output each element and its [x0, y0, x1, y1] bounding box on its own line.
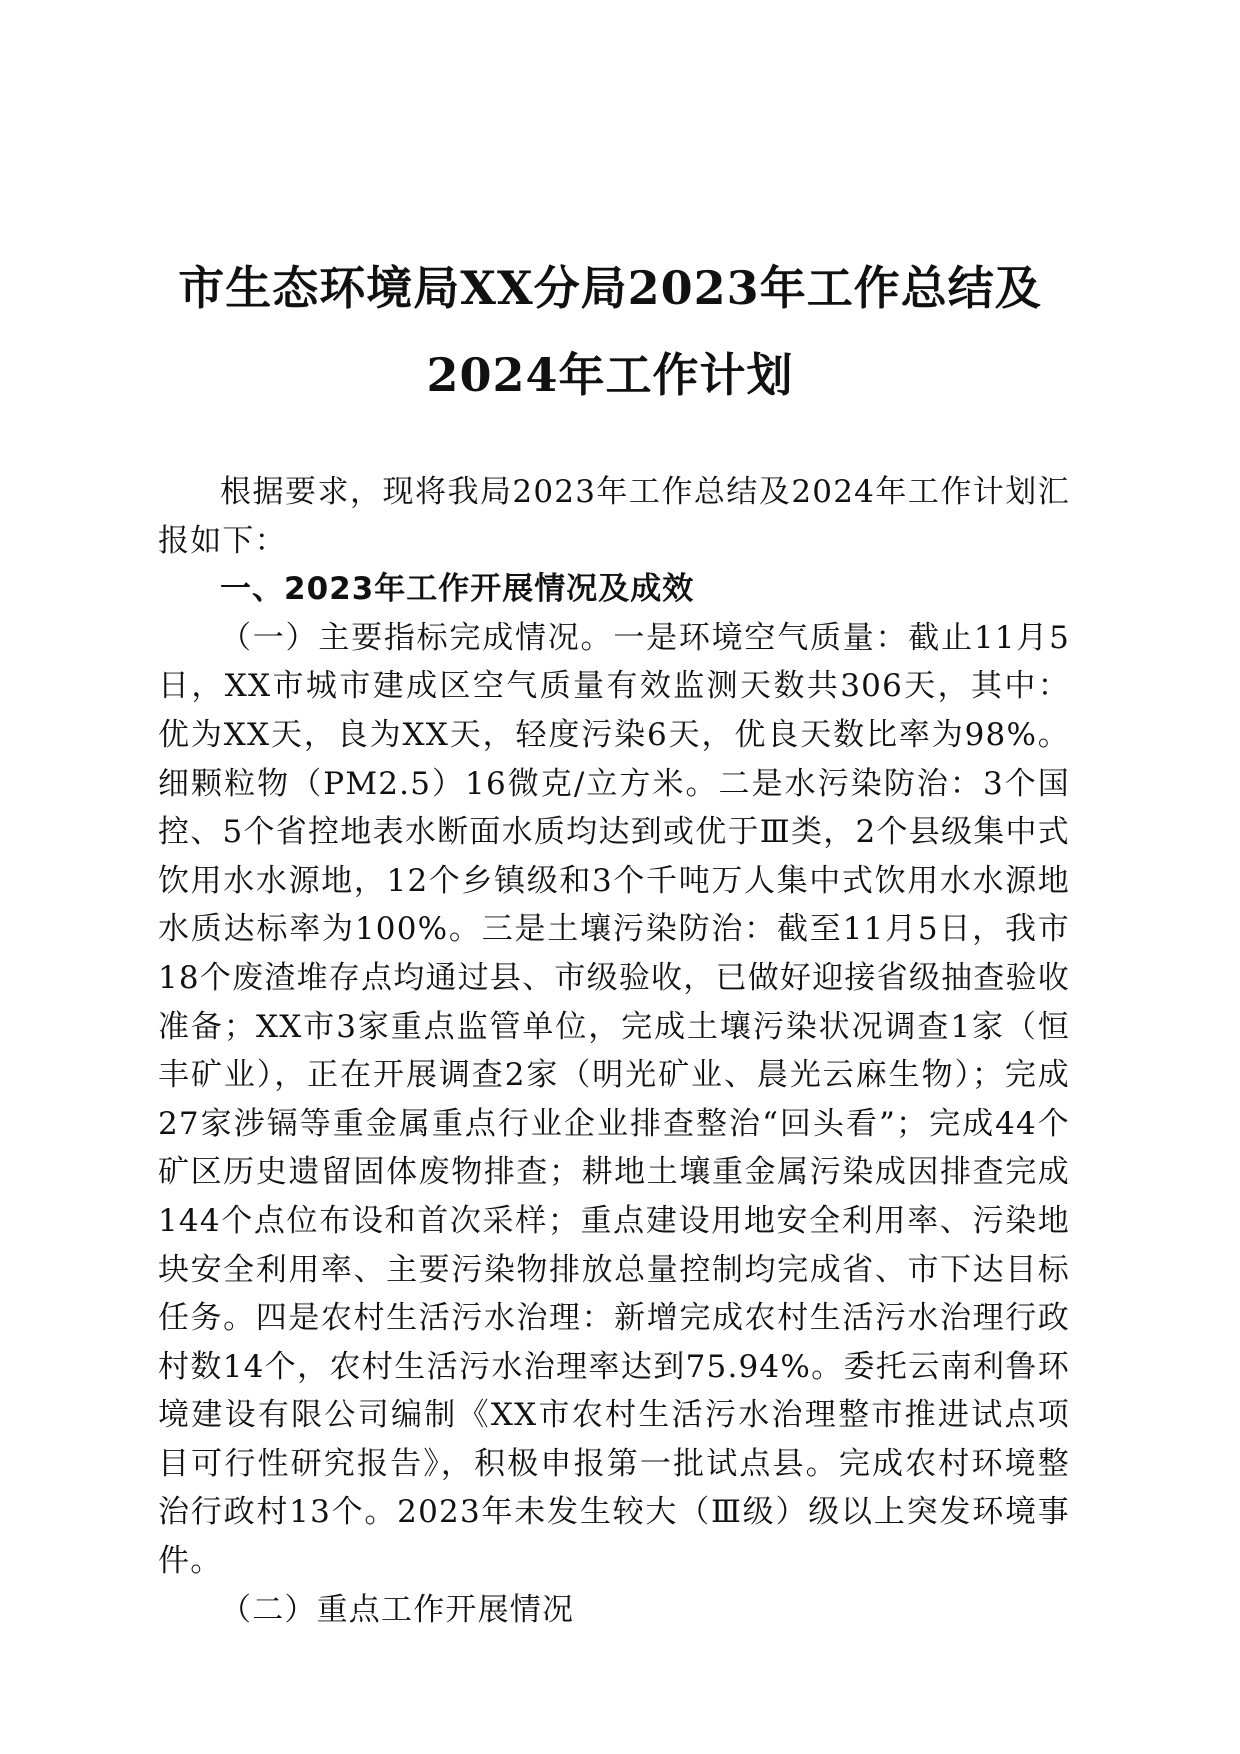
intro-paragraph: 根据要求，现将我局2023年工作总结及2024年工作计划汇报如下：: [158, 474, 1070, 559]
document-title-line-1: 市生态环境局XX分局2023年工作总结及: [178, 261, 1042, 315]
document-body: [158, 468, 1070, 1634]
subsection-1-paragraph: （一）主要指标完成情况。一是环境空气质量：截止11月5日，XX市城市建成区空气质量有效监测天数共306天，其中：优为XX天，良为XX天，轻度污染6天，优良天数比率为98%。细颗粒物（PM2.5）16微克/立方米。二是水污染防治：3个国控、5个省控地表水断面水质均达到或优于Ⅲ类，2个县级集中式饮用水水源地，12个乡镇级和3个千吨万人集中式饮用水水源地水质达标率为100%。三是土壤污染防治：截至11月5日，我市18个废渣堆存点均通过县、市级验收，已做好迎接省级抽查验收准备；XX市3家重点监管单位，完成土壤污染状况调查1家（恒丰矿业），正在开展调查2家（明光矿业、晨光云麻生物）；完成27家涉镉等重金属重点行业企业排查整治“回头看”；完成44个矿区历史遗留固体废物排查；耕地土壤重金属污染成因排查完成144个点位布设和首次采样；重点建设用地安全利用率、污染地块安全利用率、主要污染物排放总量控制均完成省、市下达目标任务。四是农村生活污水治理：新增完成农村生活污水治理行政村数14个，农村生活污水治理率达到75.94%。委托云南利鲁环境建设有限公司编制《XX市农村生活污水治理整市推进试点项目可行性研究报告》，积极申报第一批试点县。完成农村环境整治行政村13个。2023年未发生较大（Ⅲ级）级以上突发环境事件。: [158, 619, 1070, 1580]
subsection-heading-2: （二）重点工作开展情况: [220, 1591, 575, 1628]
section-heading-1: 一、2023年工作开展情况及成效: [220, 571, 695, 608]
document-title-line-2: 2024年工作计划: [426, 348, 794, 402]
